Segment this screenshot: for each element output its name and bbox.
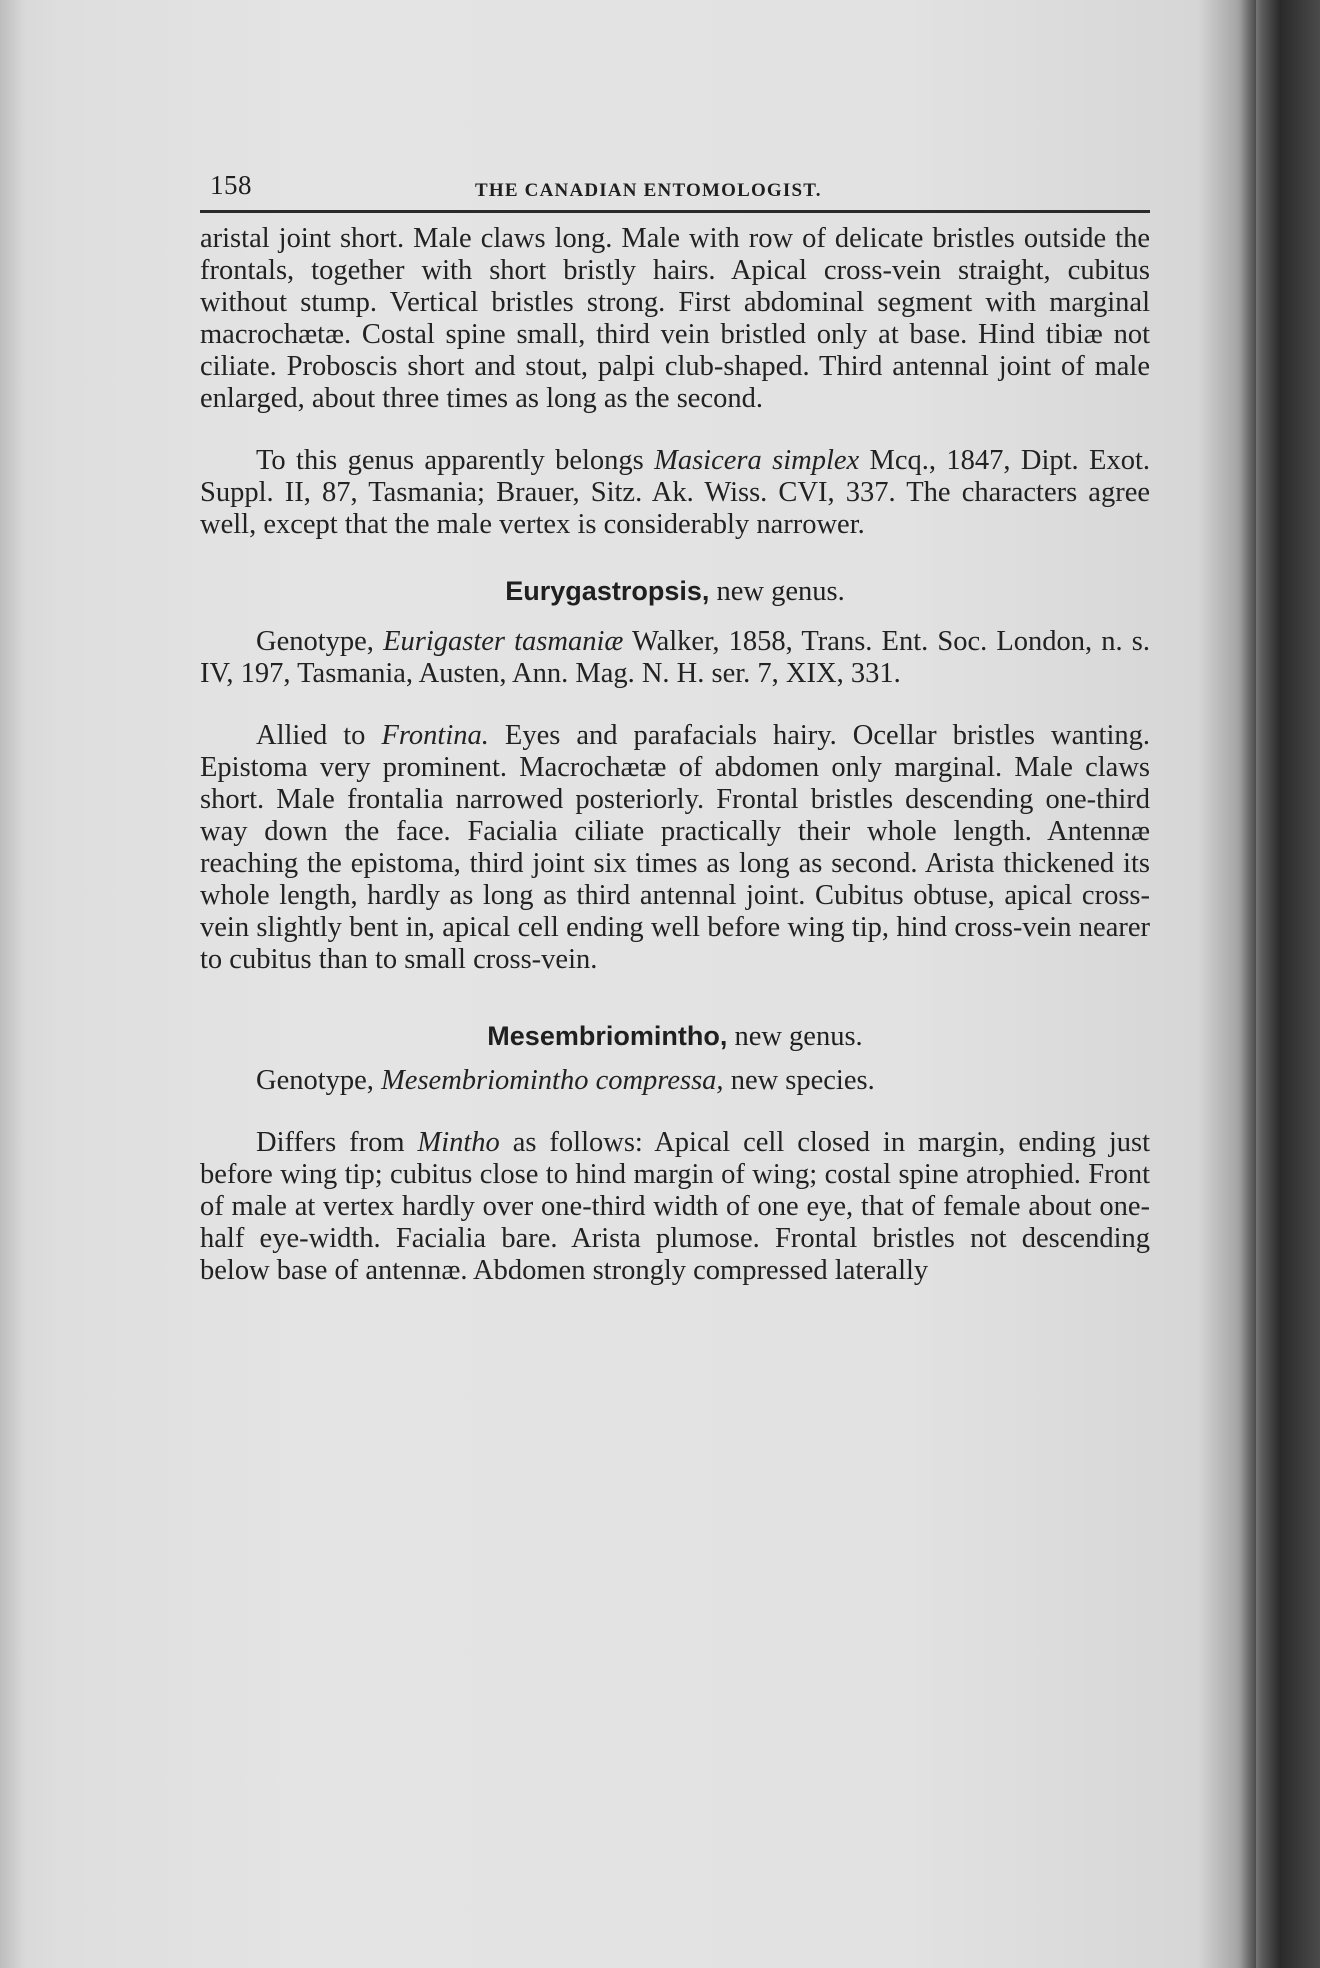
paragraph-6-text-b: as follows: Apical cell closed in margin, ending just before wing tip; cubitus close to hind margin of wing; costal spine atrophied. Front of male at vertex hardly over one-third width of one eye, that of female about one-half eye-width. Facialia bare. Arista plumose. Frontal bristles not descending below base of antennæ. Abdomen strongly compressed laterally: [200, 1127, 1150, 1286]
paragraph-3-text-b: Walker, 1858, Trans. Ent. Soc. London, n. s. IV, 197, Tasmania, Austen, Ann. Mag. N. H. ser. 7, XIX, 331.: [200, 626, 1150, 689]
paragraph-6-text-a: Differs from: [256, 1127, 418, 1158]
genus-heading-suffix: new genus.: [709, 576, 845, 607]
species-name: Masicera simplex: [654, 445, 860, 476]
species-name: Mesembriomintho compressa,: [381, 1065, 724, 1096]
genus-reference: Mintho: [417, 1127, 500, 1158]
paragraph-4: [200, 720, 1150, 976]
species-name: Eurigaster tasmaniæ: [383, 626, 624, 657]
genus-name: Mesembriomintho,: [487, 1021, 728, 1051]
genus-name: Eurygastropsis,: [505, 576, 710, 606]
paragraph-1: aristal joint short. Male claws long. Male with row of delicate bristles outside the frontals, together with short bristly hairs. Apical cross-vein straight, cubitus without stump. Vertical bristles strong. First abdominal segment with marginal macrochætæ. Costal spine small, third vein bristled only at base. Hind tibiæ not ciliate. Proboscis short and stout, palpi club-shaped. Third antennal joint of male enlarged, about three times as long as the second.: [200, 223, 1150, 414]
paragraph-2-text-a: To this genus apparently belongs: [256, 445, 655, 476]
paragraph-3: [200, 626, 1150, 690]
paragraph-2-text-b: Mcq., 1847, Dipt. Exot. Suppl. II, 87, Tasmania; Brauer, Sitz. Ak. Wiss. CVI, 337. The characters agree well, except that the male vertex is considerably narrower.: [200, 445, 1150, 540]
paragraph-4-text-a: Allied to: [256, 720, 382, 751]
paragraph-5-text-b: new species.: [723, 1065, 875, 1096]
genus-heading-2: [200, 1020, 1150, 1053]
running-head: [200, 170, 1150, 213]
journal-title: THE CANADIAN ENTOMOLOGIST.: [475, 180, 822, 201]
paragraph-6: [200, 1127, 1150, 1287]
genus-reference: Frontina.: [381, 720, 489, 751]
paragraph-2: [200, 445, 1150, 541]
page-edge-shadow: [1196, 0, 1256, 1968]
paragraph-4-text-b: Eyes and parafacials hairy. Ocellar bristles wanting. Epistoma very prominent. Macrochætæ of abdomen only marginal. Male claws short. Male frontalia narrowed posteriorly. Frontal bristles descending one-third way down the face. Facialia ciliate practically their whole length. Antennæ reaching the epistoma, third joint six times as long as second. Arista thickened its whole length, hardly as long as third antennal joint. Cubitus obtuse, apical cross-vein slightly bent in, apical cell ending well before wing tip, hind cross-vein nearer to cubitus than to small cross-vein.: [200, 720, 1150, 975]
genus-heading-suffix: new genus.: [727, 1021, 863, 1052]
paragraph-3-text-a: Genotype,: [256, 626, 384, 657]
page-number: 158: [210, 170, 252, 200]
genus-heading-1: [200, 575, 1150, 608]
page-content: [200, 170, 1150, 1287]
paragraph-5: [200, 1065, 1150, 1097]
paragraph-5-text-a: Genotype,: [256, 1065, 382, 1096]
